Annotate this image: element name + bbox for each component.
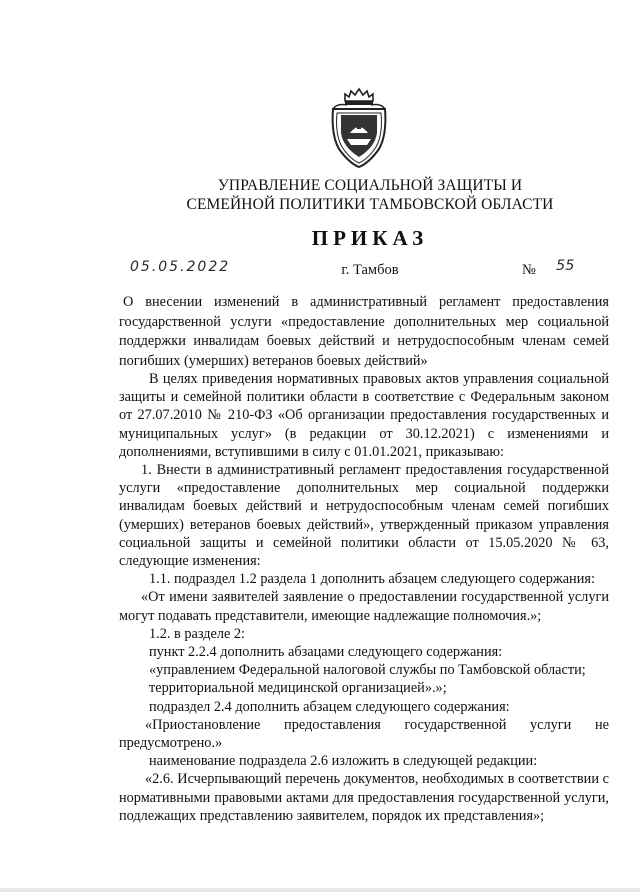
paragraph-quote-5: «2.6. Исчерпывающий перечень документов, необходимых в соответствии с нормативными правовыми актами для предоставления государственной услуги, подлежащих представлению заявителем, порядок их представления»; — [119, 771, 609, 824]
paragraph-subsection-2-6: наименование подраздела 2.6 изложить в следующей редакции: — [149, 753, 538, 770]
page-bottom-edge — [0, 888, 640, 892]
paragraph-item-1-2: 1.2. в разделе 2: — [149, 625, 246, 642]
document-number: 55 — [556, 258, 575, 274]
paragraph-preamble: В целях приведения нормативных правовых актов управления социальной защиты и семейной политики области в соответствие с Федеральным законом от 27.07.2010 № 210-ФЗ «Об организации предоставления государственных и муниципальных услуг» (в редакции от 30.12.2021) с изменениями и дополнениями, вступившими в силу с 01.01.2021, приказываю: — [119, 371, 609, 460]
number-label: № — [522, 262, 536, 278]
document-subject: О внесении изменений в административный регламент предоставления государственной услуги «предоставление дополнительных мер социальной поддержки инвалидам боевых действий и нетрудоспособным членам семей погибших (умерших) ветеранов боевых действий» — [119, 294, 609, 369]
paragraph-item-1: 1. Внести в административный регламент предоставления государственной услуги «предоставление дополнительных мер социальной поддержки инвалидам боевых действий и нетрудоспособным членам семей погибших (умерших) ветеранов боевых действий», утвержденный приказом управления социальной защиты и семейной политики области от 15.05.2020 № 63, следующие изменения: — [119, 462, 609, 570]
organization-name — [150, 176, 590, 214]
document-date: 05.05.2022 — [130, 259, 231, 275]
paragraph-quote-2: «управлением Федеральной налоговой службы по Тамбовской области; — [149, 662, 586, 679]
document-title: ПРИКАЗ — [311, 226, 429, 250]
coat-of-arms-emblem — [327, 85, 391, 171]
org-line-2: СЕМЕЙНОЙ ПОЛИТИКИ ТАМБОВСКОЙ ОБЛАСТИ — [186, 196, 554, 213]
document-body — [119, 370, 609, 825]
document-city: г. Тамбов — [341, 262, 399, 278]
paragraph-quote-3: территориальной медицинской организацией».»; — [149, 680, 447, 697]
org-line-1: УПРАВЛЕНИЕ СОЦИАЛЬНОЙ ЗАЩИТЫ И — [217, 177, 523, 194]
paragraph-quote-4: «Приостановление предоставления государственной услуги не предусмотрено.» — [119, 716, 609, 752]
paragraph-subsection-2-4: подраздел 2.4 дополнить абзацем следующего содержания: — [149, 698, 510, 715]
paragraph-quote-1: «От имени заявителей заявление о предоставлении государственной услуги могут подавать представители, имеющие надлежащие полномочия.»; — [119, 589, 609, 624]
paragraph-item-1-1: 1.1. подраздел 1.2 раздела 1 дополнить абзацем следующего содержания: — [149, 571, 595, 588]
paragraph-point-2-2-4: пункт 2.2.4 дополнить абзацами следующего содержания: — [149, 644, 503, 661]
